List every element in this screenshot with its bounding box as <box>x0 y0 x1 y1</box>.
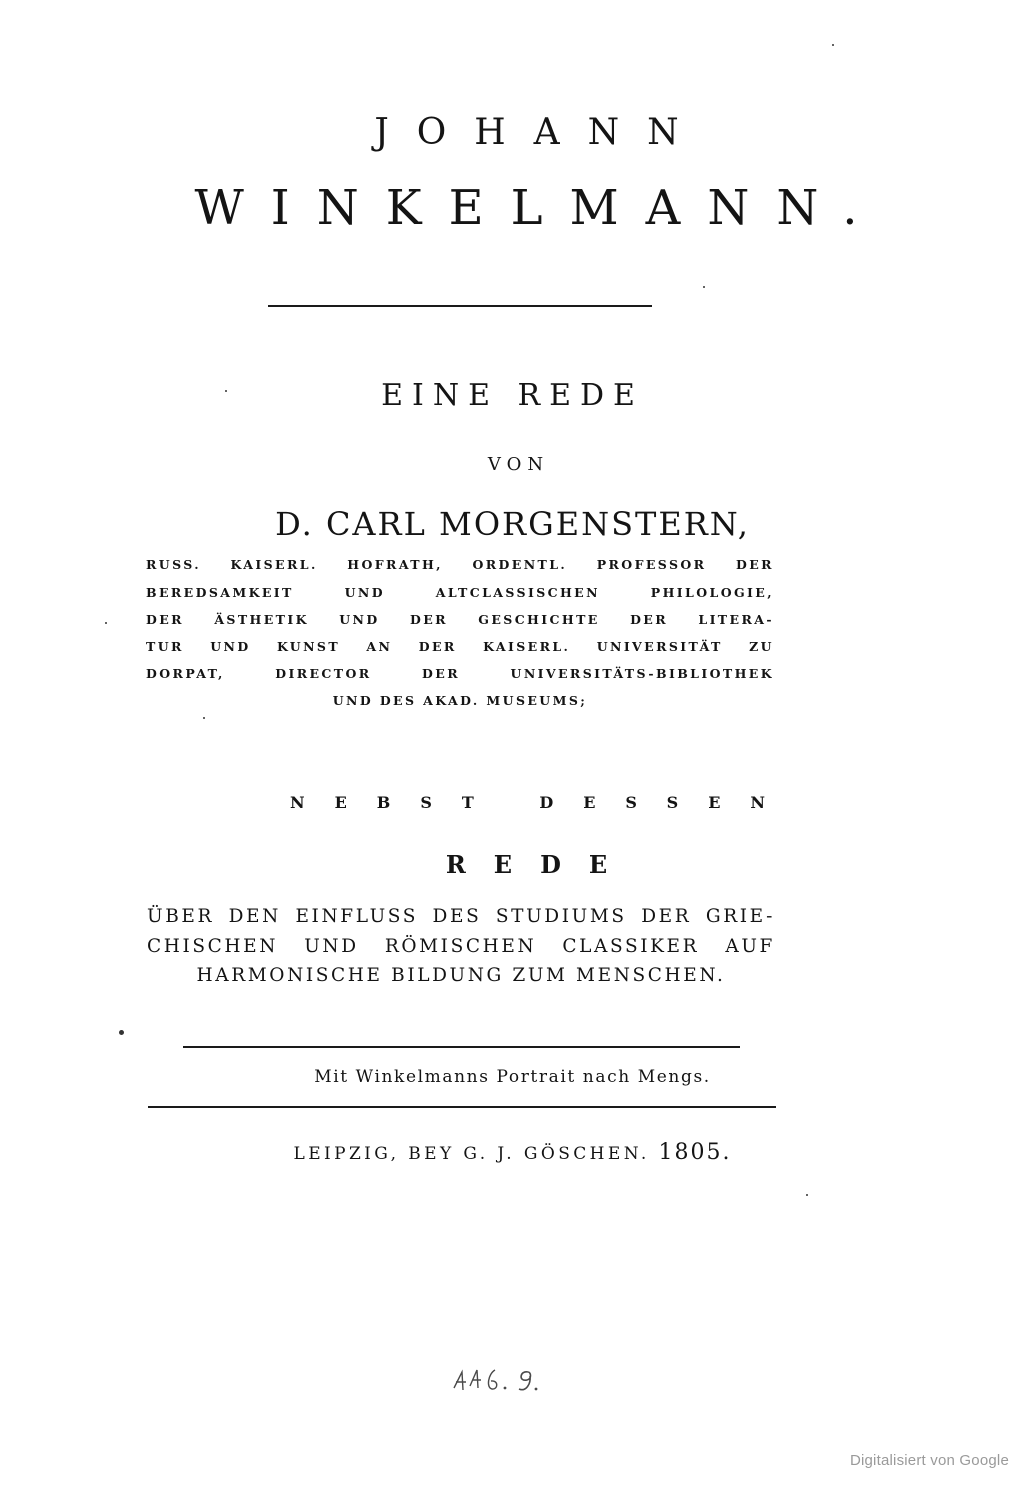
imprint-place-publisher: LEIPZIG, BEY G. J. GÖSCHEN. <box>293 1144 650 1164</box>
credentials-word: DER <box>422 666 461 681</box>
divider-rule <box>183 1046 740 1048</box>
paper-speck <box>832 44 834 46</box>
topic-word: ÜBER <box>147 906 215 927</box>
topic-word: GRIE- <box>705 906 775 927</box>
credentials-word: LITERA- <box>698 612 774 627</box>
credentials-word: DORPAT, <box>146 666 225 681</box>
credentials-word: ORDENTL. <box>472 557 568 572</box>
imprint <box>0 1140 1025 1165</box>
credentials-word: DER <box>418 639 457 654</box>
credentials-word: KUNST <box>276 639 341 654</box>
credentials-word: UND <box>210 639 251 654</box>
paper-speck <box>203 717 205 719</box>
credentials-word: UND DES AKAD. MUSEUMS; <box>332 693 588 708</box>
credentials-word: KAISERL. <box>483 639 571 654</box>
topic-word: DES <box>432 906 482 927</box>
author-name: D. CARL MORGENSTERN, <box>275 505 750 543</box>
portrait-note: Mit Winkelmanns Portrait nach Mengs. <box>314 1067 711 1087</box>
topic-word: AUF <box>725 936 775 957</box>
credentials-word: ALTCLASSISCHEN <box>435 585 600 600</box>
credentials-line <box>146 693 774 708</box>
topic-word: DER <box>641 906 692 927</box>
paper-speck <box>105 622 107 624</box>
subtitle-eine-rede: EINE REDE <box>381 378 644 413</box>
title-line-2: WINKELMANN. <box>194 180 885 236</box>
credentials-word: TUR <box>146 639 184 654</box>
subtitle-von: VON <box>487 454 550 475</box>
credentials-word: GESCHICHTE <box>478 612 600 627</box>
digitization-watermark: Digitalisiert von Google <box>849 1452 1009 1469</box>
topic-word: EINFLUSS <box>295 906 418 927</box>
credentials-word: ÄSTHETIK <box>214 612 309 627</box>
credentials-word: PROFESSOR <box>596 557 707 572</box>
paper-speck <box>225 390 227 392</box>
credentials-line <box>146 557 774 572</box>
topic-line <box>147 936 775 957</box>
credentials-line <box>146 612 774 627</box>
nebst-dessen: NEBST DESSEN <box>289 793 796 812</box>
paper-speck <box>119 1030 124 1035</box>
credentials-word: UNIVERSITÄTS-BIBLIOTHEK <box>510 666 774 681</box>
credentials-word: BEREDSAMKEIT <box>146 585 294 600</box>
topic-word: HARMONISCHE BILDUNG ZUM MENSCHEN. <box>196 965 726 986</box>
credentials-word: DIRECTOR <box>275 666 372 681</box>
imprint-year: 1805. <box>658 1140 732 1165</box>
credentials-word: KAISERL. <box>230 557 318 572</box>
divider-rule <box>148 1106 776 1108</box>
credentials-word: AN <box>366 639 393 654</box>
credentials-word: UND <box>344 585 385 600</box>
credentials-line <box>146 639 774 654</box>
handwritten-shelfmark <box>448 1358 548 1398</box>
topic-word: CLASSIKER <box>562 936 700 957</box>
credentials-word: PHILOLOGIE, <box>650 585 774 600</box>
topic-word: CHISCHEN <box>147 936 279 957</box>
topic-line <box>147 906 775 927</box>
credentials-word: UND <box>339 612 380 627</box>
paper-speck <box>703 286 705 288</box>
topic-word: RÖMISCHEN <box>384 936 537 957</box>
topic-word: STUDIUMS <box>495 906 627 927</box>
credentials-line <box>146 666 774 681</box>
divider-rule <box>268 305 652 307</box>
credentials-word: RUSS. <box>146 557 201 572</box>
title-line-1: JOHANN <box>374 112 707 153</box>
rede-heading: REDE <box>445 850 636 879</box>
credentials-line <box>146 585 774 600</box>
topic-word: UND <box>304 936 359 957</box>
topic-line <box>147 965 775 986</box>
credentials-word: DER <box>630 612 669 627</box>
topic-word: DEN <box>228 906 281 927</box>
paper-speck <box>806 1194 808 1196</box>
credentials-word: ZU <box>749 639 774 654</box>
credentials-word: UNIVERSITÄT <box>596 639 723 654</box>
credentials-word: DER <box>409 612 448 627</box>
credentials-word: DER <box>736 557 774 572</box>
credentials-word: DER <box>146 612 184 627</box>
credentials-word: HOFRATH, <box>347 557 443 572</box>
